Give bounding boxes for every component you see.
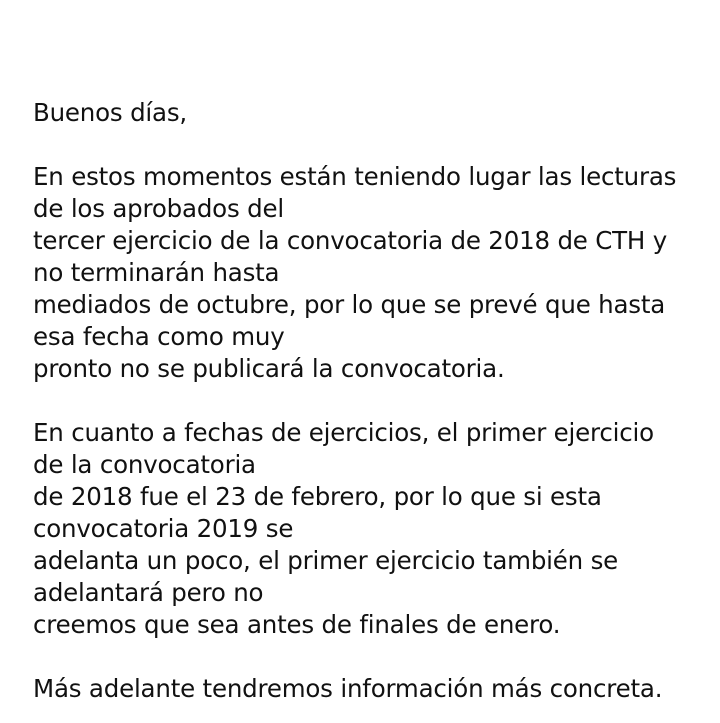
message-body [33,97,688,705]
closing-text: Más adelante tendremos información más concreta. [33,674,663,703]
paragraph-line: adelantará pero no [33,578,264,607]
paragraph-line: de 2018 fue el 23 de febrero, por lo que si esta [33,482,602,511]
paragraph-spacer [33,129,688,161]
paragraph-line: En estos momentos están teniendo lugar las lecturas [33,162,677,191]
paragraph-spacer [33,641,688,673]
paragraph-readings [33,161,688,385]
paragraph-line: En cuanto a fechas de ejercicios, el primer ejercicio [33,418,654,447]
paragraph-line: mediados de octubre, por lo que se prevé que hasta [33,290,666,319]
paragraph-spacer [33,385,688,417]
paragraph-line: creemos que sea antes de finales de enero. [33,610,561,639]
paragraph-line: de la convocatoria [33,450,256,479]
greeting-text: Buenos días, [33,98,188,127]
paragraph-line: pronto no se publicará la convocatoria. [33,354,505,383]
paragraph-line: esa fecha como muy [33,322,285,351]
paragraph-line: convocatoria 2019 se [33,514,294,543]
paragraph-line: de los aprobados del [33,194,284,223]
paragraph-exam-dates [33,417,688,641]
paragraph-line: tercer ejercicio de la convocatoria de 2018 de CTH y [33,226,668,255]
paragraph-line: adelanta un poco, el primer ejercicio también se [33,546,619,575]
paragraph-line: no terminarán hasta [33,258,280,287]
